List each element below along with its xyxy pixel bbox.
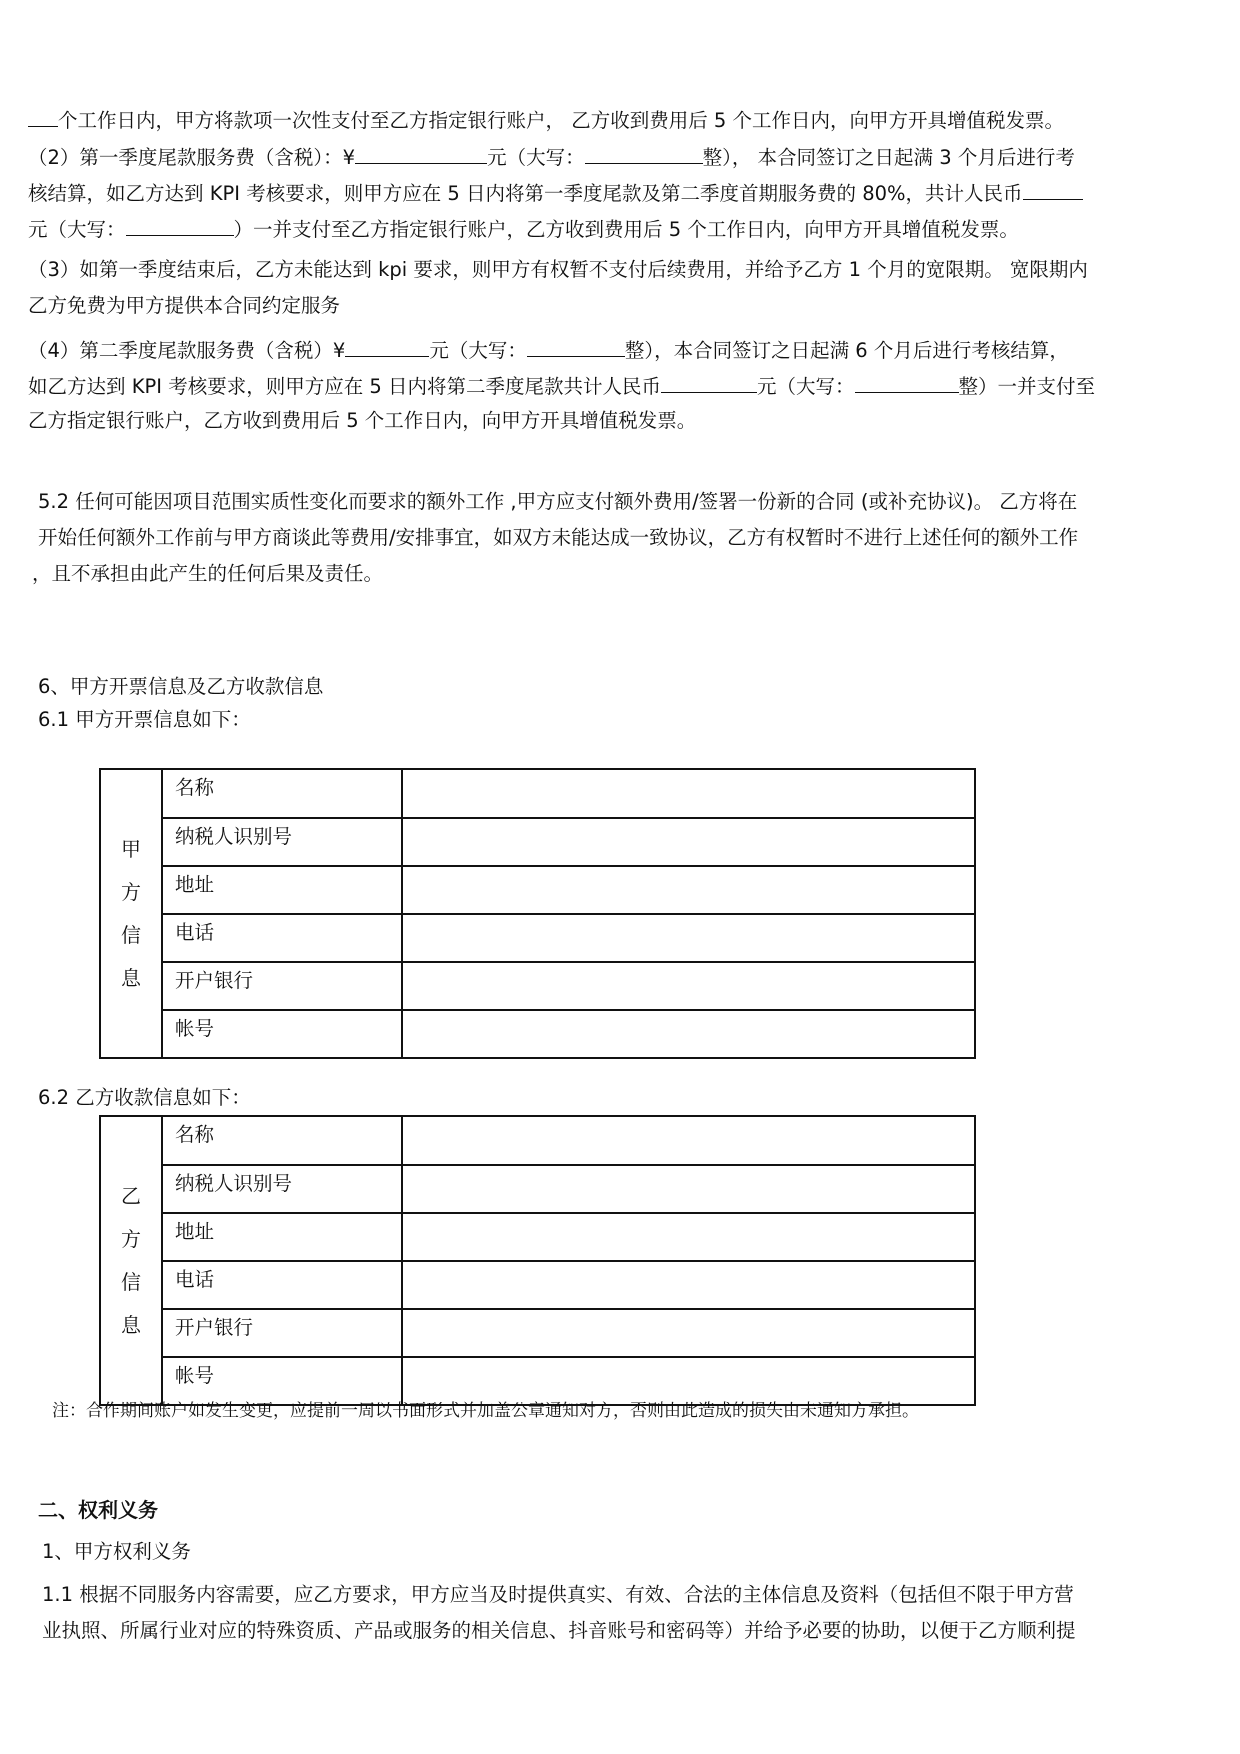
- payment-p2-line-3: [28, 215, 1019, 243]
- party-a-info-table: [99, 768, 976, 1059]
- table-row: [100, 1309, 975, 1357]
- text: 1.1 根据不同服务内容需要，应乙方要求，甲方应当及时提供真实、有效、合法的主体信息及资料（包括但不限于甲方营: [42, 1583, 1074, 1606]
- text: ）一并支付至乙方指定银行账户，乙方收到费用后 5 个工作日内，向甲方开具增值税发票。: [233, 218, 1019, 241]
- side-char: 甲: [121, 836, 141, 861]
- party-b-info-table: [99, 1115, 976, 1406]
- table-row: [100, 1010, 975, 1058]
- value-account-field[interactable]: [402, 1010, 975, 1058]
- text: 整），本合同签订之日起满 6 个月后进行考核结算，: [624, 339, 1069, 362]
- text: （4）第二季度尾款服务费（含税）¥: [28, 339, 346, 362]
- side-char: 息: [121, 1312, 141, 1337]
- side-char: 息: [121, 965, 141, 990]
- text: 1、甲方权利义务: [42, 1540, 191, 1563]
- party-a-side-label: [100, 769, 162, 1058]
- payment-p4-line-2: [28, 372, 1095, 400]
- text: 乙方指定银行账户，乙方收到费用后 5 个工作日内，向甲方开具增值税发票。: [28, 409, 697, 432]
- table-row: [100, 1116, 975, 1165]
- label-phone: 电话: [162, 914, 402, 962]
- text: 开始任何额外工作前与甲方商谈此等费用/安排事宜，如双方未能达成一致协议，乙方有权暂时不进行上述任何的额外工作: [38, 526, 1079, 549]
- text: 元（大写：: [487, 146, 585, 169]
- text: （3）如第一季度结束后，乙方未能达到 kpi 要求，则甲方有权暂不支付后续费用，并给予乙方 1 个月的宽限期。 宽限期内: [28, 258, 1088, 281]
- value-address-field[interactable]: [402, 866, 975, 914]
- text: ，且不承担由此产生的任何后果及责任。: [32, 562, 384, 585]
- text: 乙方免费为甲方提供本合同约定服务: [28, 294, 341, 317]
- table-row: [100, 818, 975, 866]
- label-address: 地址: [162, 1213, 402, 1261]
- label-phone: 电话: [162, 1261, 402, 1309]
- blank-amount: [345, 336, 429, 357]
- payment-p2-line-2: [28, 179, 1083, 207]
- text: 业执照、所属行业对应的特殊资质、产品或服务的相关信息、抖音账号和密码等）并给予必要的协助，以便于乙方顺利提: [42, 1619, 1076, 1642]
- text: 6.1 甲方开票信息如下：: [38, 708, 251, 731]
- label-tax-id: 纳税人识别号: [162, 1165, 402, 1213]
- table-row: [100, 1261, 975, 1309]
- text: 注：合作期间账户如发生变更，应提前一周以书面形式并加盖公章通知对方，否则由此造成的损失由未通知方承担。: [52, 1401, 919, 1421]
- rights-sub-heading: [42, 1539, 191, 1565]
- text: 6、甲方开票信息及乙方收款信息: [38, 675, 324, 698]
- label-name: 名称: [162, 769, 402, 818]
- side-char: 信: [121, 922, 141, 947]
- clause-5-2-line-2: [38, 525, 1078, 551]
- text: 元（大写：: [28, 218, 126, 241]
- table-row: [100, 962, 975, 1010]
- table-row: [100, 1213, 975, 1261]
- side-char: 方: [121, 1226, 141, 1251]
- payment-p4-line-1: [28, 336, 1069, 364]
- label-address: 地址: [162, 866, 402, 914]
- value-address-field[interactable]: [402, 1213, 975, 1261]
- table-row: [100, 866, 975, 914]
- blank-amount: [355, 143, 487, 164]
- text: 整）一并支付至: [958, 375, 1096, 398]
- text: 5.2 任何可能因项目范围实质性变化而要求的额外工作 ,甲方应支付额外费用/签署一份新的合同 (或补充协议)。 乙方将在: [38, 490, 1078, 513]
- side-char: 乙: [121, 1183, 141, 1208]
- blank-uppercase: [855, 372, 959, 393]
- table-row: [100, 1165, 975, 1213]
- text: （2）第一季度尾款服务费（含税）：¥: [28, 146, 356, 169]
- side-char: 信: [121, 1269, 141, 1294]
- value-bank-field[interactable]: [402, 962, 975, 1010]
- label-bank: 开户银行: [162, 962, 402, 1010]
- label-tax-id: 纳税人识别号: [162, 818, 402, 866]
- label-name: 名称: [162, 1116, 402, 1165]
- value-tax-id-field[interactable]: [402, 818, 975, 866]
- payment-p2-line-1: [28, 143, 1075, 171]
- table-row: [100, 769, 975, 818]
- rights-p1-line-2: [42, 1618, 1076, 1644]
- clause-5-2-line-1: [38, 489, 1077, 515]
- section-6-2-title: [38, 1085, 251, 1111]
- text: 元（大写：: [429, 339, 527, 362]
- rights-p1-line-1: [42, 1582, 1074, 1608]
- clause-5-2-line-3: [32, 561, 383, 587]
- payment-p3-line-1: [28, 257, 1088, 283]
- blank-total: [1023, 179, 1083, 200]
- text: 元（大写：: [757, 375, 855, 398]
- payment-p4-line-3: [28, 408, 696, 434]
- value-name-field[interactable]: [402, 769, 975, 818]
- rights-heading: [38, 1497, 158, 1523]
- payment-text: 个工作日内，甲方将款项一次性支付至乙方指定银行账户， 乙方收到费用后 5 个工作日内，向甲方开具增值税发票。: [58, 109, 1065, 132]
- blank-uppercase: [126, 215, 234, 236]
- blank-uppercase: [527, 336, 625, 357]
- table-row: [100, 914, 975, 962]
- blank-days: [28, 106, 58, 127]
- value-tax-id-field[interactable]: [402, 1165, 975, 1213]
- blank-uppercase: [585, 143, 703, 164]
- text: 整）， 本合同签订之日起满 3 个月后进行考: [702, 146, 1075, 169]
- label-bank: 开户银行: [162, 1309, 402, 1357]
- account-change-note: [52, 1398, 919, 1424]
- side-char: 方: [121, 879, 141, 904]
- section-6-title: [38, 674, 323, 700]
- party-b-side-label: [100, 1116, 162, 1405]
- blank-total: [661, 372, 757, 393]
- value-name-field[interactable]: [402, 1116, 975, 1165]
- payment-line-1: [28, 106, 1064, 134]
- value-phone-field[interactable]: [402, 914, 975, 962]
- text: 核结算，如乙方达到 KPI 考核要求，则甲方应在 5 日内将第一季度尾款及第二季度首期服务费的 80%，共计人民币: [28, 182, 1023, 205]
- text: 二、权利义务: [38, 1498, 158, 1522]
- text: 6.2 乙方收款信息如下：: [38, 1086, 251, 1109]
- section-6-1-title: [38, 707, 251, 733]
- label-account: 帐号: [162, 1357, 402, 1405]
- label-account: 帐号: [162, 1010, 402, 1058]
- value-phone-field[interactable]: [402, 1261, 975, 1309]
- value-bank-field[interactable]: [402, 1309, 975, 1357]
- text: 如乙方达到 KPI 考核要求，则甲方应在 5 日内将第二季度尾款共计人民币: [28, 375, 661, 398]
- payment-p3-line-2: [28, 293, 340, 319]
